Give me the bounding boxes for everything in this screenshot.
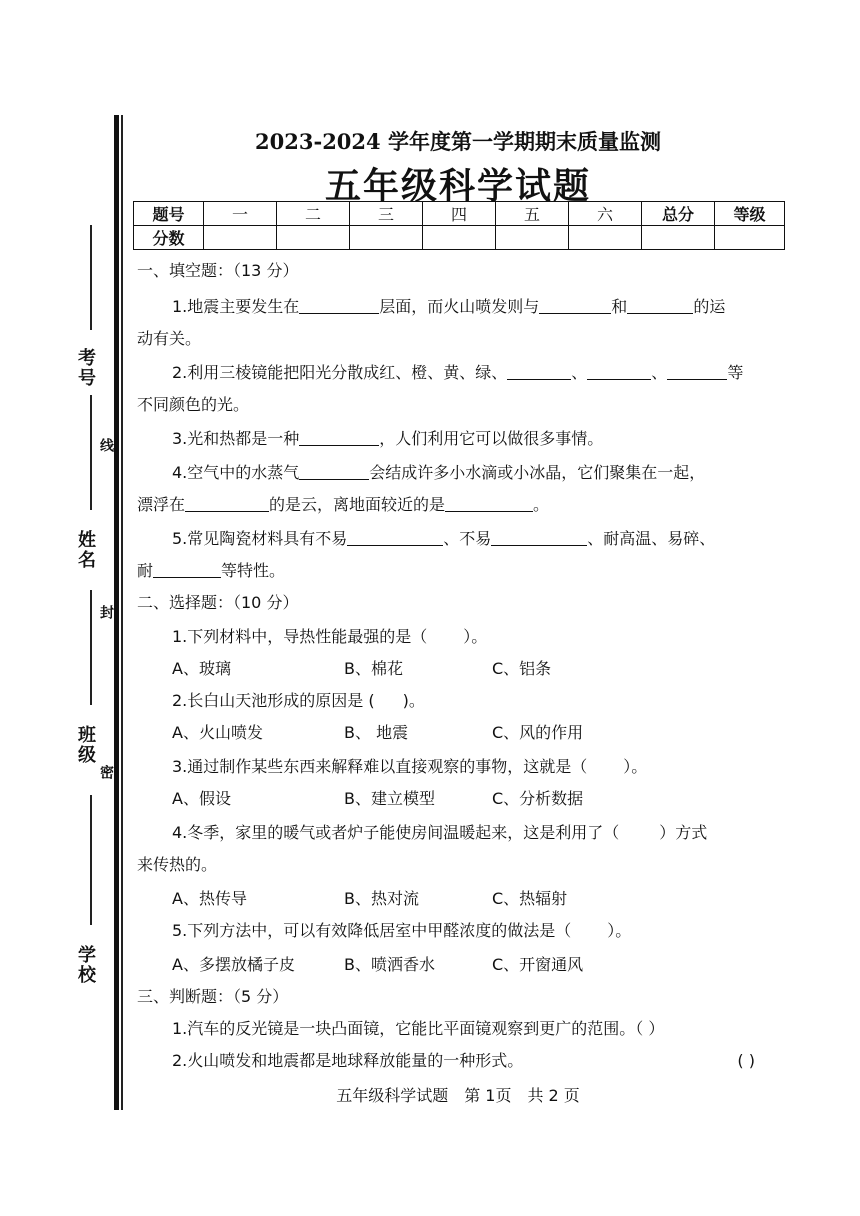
section3-heading: 三、判断题：（5 分） <box>137 987 289 1006</box>
answer-blank[interactable] <box>507 363 571 380</box>
exam-title: 五年级科学试题 <box>324 166 591 207</box>
class-label: 班级 <box>75 725 96 765</box>
option-a[interactable]: A、热传导 <box>172 889 247 908</box>
s2-q3-stem-text: 3.通过制作某些东西来解释难以直接观察的事物，这就是（ <box>172 757 588 776</box>
answer-blank[interactable] <box>587 363 651 380</box>
answer-blank[interactable] <box>185 495 269 512</box>
s1-q4-line1 <box>172 462 785 484</box>
s1-q5-text-a: 5.常见陶瓷材料具有不易 <box>172 529 348 548</box>
option-a[interactable]: A、火山喷发 <box>172 723 263 742</box>
s1-q1-text-d: 的运 <box>693 297 726 316</box>
score-cell[interactable] <box>204 226 277 250</box>
s1-q1-line1 <box>172 296 785 318</box>
s2-q4-stem-text: 4.冬季，家里的暖气或者炉子能使房间温暖起来，这是利用了（ <box>172 823 620 842</box>
answer-blank[interactable] <box>539 297 611 314</box>
score-table-score-row <box>134 226 785 250</box>
s1-q5-line1 <box>172 528 785 550</box>
s1-q3-text-b: ，人们利用它可以做很多事情。 <box>379 429 604 448</box>
option-b[interactable]: B、热对流 <box>344 889 419 908</box>
s1-q5-text-b: 、不易 <box>443 529 492 548</box>
score-cell[interactable] <box>569 226 642 250</box>
answer-paren[interactable]: ( ) <box>737 1051 755 1070</box>
s2-q2-stem-text: 2.长白山天池形成的原因是 ( <box>172 691 375 710</box>
s3-q1 <box>172 1018 785 1040</box>
s1-q2-line2: 不同颜色的光。 <box>137 395 250 414</box>
answer-blank[interactable] <box>299 463 369 480</box>
s2-q2-stem <box>172 690 785 712</box>
section1-heading: 一、填空题：（13 分） <box>137 261 299 280</box>
s3-q1-text: 1.汽车的反光镜是一块凸面镜，它能比平面镜观察到更广的范围。 <box>172 1019 636 1038</box>
s2-q3-stem <box>172 756 785 778</box>
option-a[interactable]: A、玻璃 <box>172 659 231 678</box>
score-header-cell: 二 <box>277 202 350 226</box>
s2-q5-options <box>172 954 785 976</box>
s1-q1-line2: 动有关。 <box>137 329 202 348</box>
s1-q2-line1 <box>172 362 785 384</box>
school-label: 学校 <box>75 945 96 985</box>
seal-feng: 封 <box>98 605 114 619</box>
option-c[interactable]: C、风的作用 <box>492 723 584 742</box>
s1-q2-text-a: 2.利用三棱镜能把阳光分散成红、橙、黄、绿、 <box>172 363 508 382</box>
s1-q2-sep: 、 <box>571 363 588 382</box>
score-header-cell: 三 <box>350 202 423 226</box>
answer-blank[interactable] <box>299 429 379 446</box>
s2-q2-options <box>172 722 785 744</box>
s2-q4-stem-line2: 来传热的。 <box>137 855 218 874</box>
exam-subtitle: 2023-2024 学年度第一学期期末质量监测 <box>255 129 661 154</box>
s2-q3-stem-end: ）。 <box>623 757 648 776</box>
score-table-header-row <box>134 202 785 226</box>
answer-blank[interactable] <box>347 529 443 546</box>
s2-q3-options <box>172 788 785 810</box>
s1-q4-text-e: 。 <box>533 495 550 514</box>
answer-blank[interactable] <box>445 495 533 512</box>
option-a[interactable]: A、假设 <box>172 789 231 808</box>
answer-paren[interactable]: （ ） <box>635 1019 665 1038</box>
s2-q2-stem-end: )。 <box>402 691 425 710</box>
s1-q5-text-d: 耐 <box>137 561 154 580</box>
score-row-label: 分数 <box>134 226 204 250</box>
s1-q2-sep: 、 <box>651 363 668 382</box>
score-header-cell: 六 <box>569 202 642 226</box>
s2-q5-stem-text: 5.下列方法中，可以有效降低居室中甲醛浓度的做法是（ <box>172 921 572 940</box>
seal-mi: 密 <box>98 765 114 779</box>
score-header-cell: 题号 <box>134 202 204 226</box>
school-write-line <box>90 795 92 925</box>
s1-q1-text-a: 1.地震主要发生在 <box>172 297 300 316</box>
s2-q4-stem-end: ）方式 <box>659 823 708 842</box>
score-header-cell: 总分 <box>642 202 715 226</box>
name-write-line <box>90 395 92 510</box>
score-header-cell: 五 <box>496 202 569 226</box>
score-header-cell: 一 <box>204 202 277 226</box>
score-cell[interactable] <box>642 226 715 250</box>
option-a[interactable]: A、多摆放橘子皮 <box>172 955 295 974</box>
option-c[interactable]: C、分析数据 <box>492 789 584 808</box>
s3-q2-text: 2.火山喷发和地震都是地球释放能量的一种形式。 <box>172 1051 524 1070</box>
answer-blank[interactable] <box>153 561 221 578</box>
page-footer: 五年级科学试题 第 1页 共 2 页 <box>336 1086 580 1105</box>
option-c[interactable]: C、开窗通风 <box>492 955 584 974</box>
s2-q4-stem <box>172 822 785 844</box>
answer-blank[interactable] <box>299 297 379 314</box>
class-write-line <box>90 590 92 705</box>
s1-q4-text-d: 的是云，离地面较近的是 <box>269 495 446 514</box>
s1-q3-line <box>172 428 785 450</box>
answer-blank[interactable] <box>667 363 727 380</box>
s2-q4-options <box>172 888 785 910</box>
answer-blank[interactable] <box>491 529 587 546</box>
score-header-cell: 四 <box>423 202 496 226</box>
s2-q1-options <box>172 658 785 680</box>
seal-xian: 线 <box>98 438 114 452</box>
option-b[interactable]: B、棉花 <box>344 659 403 678</box>
s1-q2-text-d: 等 <box>727 363 744 382</box>
exam-no-write-line <box>90 225 92 330</box>
option-b[interactable]: B、建立模型 <box>344 789 435 808</box>
s1-q5-line2 <box>137 560 785 582</box>
answer-blank[interactable] <box>627 297 693 314</box>
score-header-cell: 等级 <box>715 202 785 226</box>
option-c[interactable]: C、铝条 <box>492 659 552 678</box>
s2-q5-stem-end: ）。 <box>607 921 632 940</box>
score-cell[interactable] <box>496 226 569 250</box>
s2-q1-stem-text: 1.下列材料中，导热性能最强的是（ <box>172 627 428 646</box>
score-cell[interactable] <box>350 226 423 250</box>
s2-q5-stem <box>172 920 785 942</box>
score-cell[interactable] <box>423 226 496 250</box>
s1-q1-text-b: 层面，而火山喷发则与 <box>379 297 540 316</box>
s1-q4-text-c: 漂浮在 <box>137 495 186 514</box>
s1-q3-text-a: 3.光和热都是一种 <box>172 429 300 448</box>
binding-thin-line <box>121 115 123 1110</box>
s1-q4-line2 <box>137 494 785 516</box>
section2-heading: 二、选择题：（10 分） <box>137 593 299 612</box>
score-cell[interactable] <box>715 226 785 250</box>
s1-q5-text-c: 、耐高温、易碎、 <box>587 529 716 548</box>
s1-q5-text-e: 等特性。 <box>221 561 286 580</box>
score-table <box>133 201 785 250</box>
score-cell[interactable] <box>277 226 350 250</box>
s1-q4-text-a: 4.空气中的水蒸气 <box>172 463 300 482</box>
exam-no-label: 考号 <box>75 348 96 388</box>
s2-q1-stem <box>172 626 785 648</box>
option-b[interactable]: B、 地震 <box>344 723 409 742</box>
s1-q1-text-c: 和 <box>611 297 628 316</box>
name-label: 姓名 <box>75 530 96 570</box>
s2-q1-stem-end: ）。 <box>463 627 488 646</box>
option-c[interactable]: C、热辐射 <box>492 889 568 908</box>
s1-q4-text-b: 会结成许多小水滴或小冰晶，它们聚集在一起， <box>369 463 706 482</box>
option-b[interactable]: B、喷洒香水 <box>344 955 435 974</box>
s3-q2 <box>172 1050 785 1072</box>
